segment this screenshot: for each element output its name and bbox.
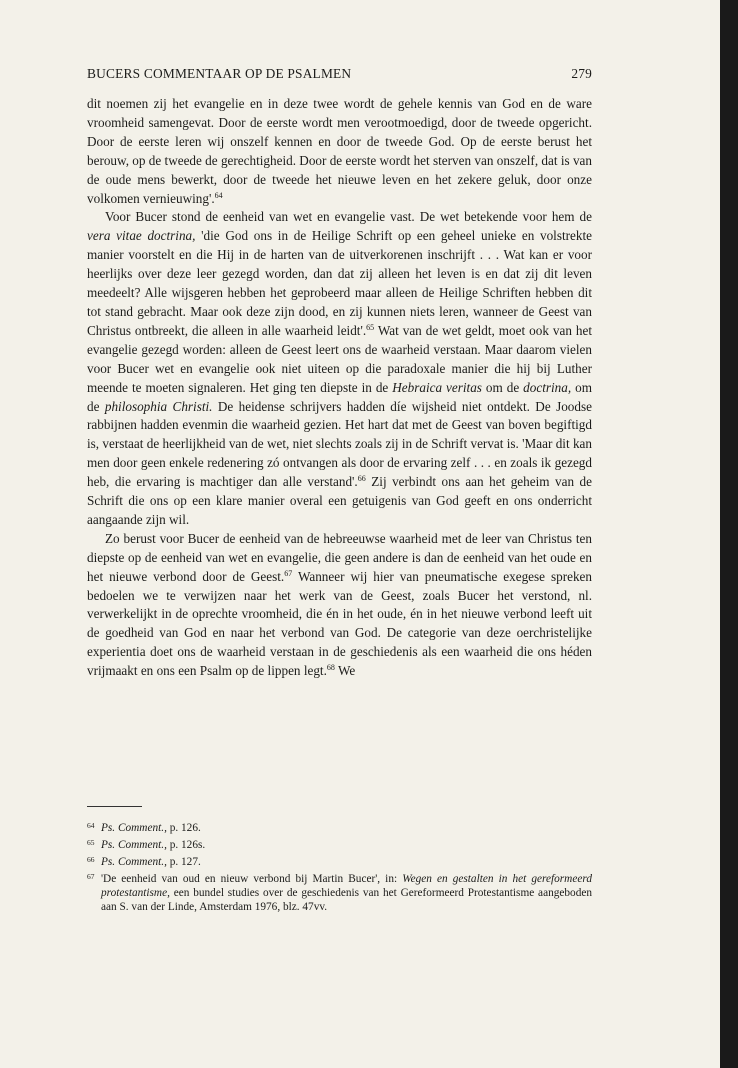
footnote-ref-64: 64 xyxy=(214,190,223,200)
footnote-65 xyxy=(87,836,592,853)
footnote-number: 67 xyxy=(87,871,95,881)
footnote-text: p. 127. xyxy=(166,855,201,868)
text-run: We xyxy=(334,663,356,679)
footnote-text: p. 126. xyxy=(166,822,201,834)
footnote-source: Ps. Comment., xyxy=(101,855,167,868)
page-number: 279 xyxy=(571,66,592,81)
footnote-text: 'De eenheid van oud en nieuw verbond bij Martin Bucer', in: xyxy=(101,872,403,885)
text-run: Zij verbindt ons aan het geheim van de Schrift die ons op een klare manier overal een getuigenis van God geeft en ons onderricht aangaande zijn wil. xyxy=(87,474,592,527)
text-run: om de xyxy=(87,379,592,414)
text-run: Voor Bucer stond de eenheid van wet en evangelie vast. De wet betekende voor hem de xyxy=(105,209,592,225)
footnote-ref-68: 68 xyxy=(326,663,335,673)
text-run: dit noemen zij het evangelie en in deze twee wordt de gehele kennis van God en de ware vroomheid samengevat. Door de eerste wordt men verootmoedigd, door de tweede opgericht. Door de eerste leren wij onszelf kennen en door de tweede God. Op de eerste berust het berouw, op de tweede de gerechtigheid. Door de eerste wordt het sterven van onszelf, dat is van de oude mens bewerkt, door de tweede het nieuwe leven en het zekere geluk, door onze volkomen vernieuwing'. xyxy=(87,96,592,206)
italic-term: Hebraica veritas xyxy=(392,379,482,395)
footnote-text: p. 126s. xyxy=(166,838,206,851)
italic-term: vera vitae doctrina, xyxy=(87,228,196,244)
footnote-67 xyxy=(87,870,592,915)
page-edge-shadow xyxy=(720,0,738,1068)
footnote-source: Ps. Comment., xyxy=(101,838,167,851)
footnote-book-title: Wegen en gestalten in het gereformeerd protestantisme, xyxy=(101,872,592,899)
text-run: Wanneer wij hier van pneumatische exegese spreken bedoelen we te verwijzen naar het werk van de Geest, zoals Bucer het verstond, nl. verwerkelijkt in de oprechte vroomheid, die én in het oude, én in het nieuwe verbond leeft uit de goedheid van God en naar het verbond van God. De categorie van deze oerchristelijke experientia doet ons de waarheid verstaan in de geschiedenis als een waarheid die ons héden vrijmaakt en ons een Psalm op de lippen legt. xyxy=(87,568,592,679)
footnotes xyxy=(87,819,592,914)
footnote-ref-65: 65 xyxy=(366,322,375,332)
paragraph-2 xyxy=(87,208,592,529)
paragraph-3 xyxy=(87,530,592,681)
footnote-number: 66 xyxy=(87,854,95,864)
footnote-number: 65 xyxy=(87,837,95,847)
text-run: om de xyxy=(481,379,524,395)
italic-term: doctrina, xyxy=(523,379,572,395)
footnote-ref-66: 66 xyxy=(357,474,366,484)
paragraph-1 xyxy=(87,95,592,208)
text-run: De heidense schrijvers hadden díe wijsheid niet ontdekt. De Joodse rabbijnen hadden evenmin die waarheid gezien. Het hart dat met de Geest van boven begiftigd is, verstaat de heerlijkheid van de wet, niet slechts zoals zij in de Schrift vervat is. 'Maar dit kan men door geen enkele redenering zó ontvangen als door de ervaring zelf . . . en zoals ik gezegd heb, die ervaring is machtiger dan alle verstand'. xyxy=(87,398,592,490)
text-run: Wat van de wet geldt, moet ook van het evangelie gezegd worden: alleen de Geest leert ons de waarheid verstaan. Maar daarom vielen voor Bucer wet en evangelie ook niet uiteen op die paradoxale manier die hij bij Luther meende te moeten signaleren. Het ging ten diepste in de xyxy=(87,322,592,395)
text-run: 'die God ons in de Heilige Schrift op een geheel unieke en volstrekte manier voorstelt en die Hij in de harten van de uitverkorenen inschrijft . . . Wat kan er voor heerlijks over deze leer gezegd worden, dan dat zij alleen het leven is en dat zij dit leven meedeelt? Alle wijsgeren hebben het geprobeerd maar alleen de Heilige Schriften hebben dit tot stand gebracht. Maar ook deze zijn dood, en zij kunnen niets leren, wanneer de Geest van Christus ontbreekt, die alleen in alle waarheid leidt'. xyxy=(87,228,592,338)
footnote-66 xyxy=(87,853,592,870)
running-header xyxy=(87,66,592,82)
footnote-source: Ps. Comment., xyxy=(101,822,167,834)
body-text xyxy=(87,95,592,681)
footnote-ref-67: 67 xyxy=(284,568,293,578)
footnote-text: een bundel studies over de geschiedenis van het Gereformeerd Protestantisme aangeboden aan S. van der Linde, Amsterdam 1976, blz. 47vv. xyxy=(101,886,592,913)
footnote-64 xyxy=(87,819,592,836)
italic-term: philosophia Christi. xyxy=(104,398,213,414)
footnote-number: 64 xyxy=(87,821,95,830)
footnote-separator xyxy=(87,806,142,807)
text-run: Zo berust voor Bucer de eenheid van de hebreeuwse waarheid met de leer van Christus ten diepste op de eenheid van wet en evangelie, die geen andere is dan de eenheid van het oude en het nieuwe verbond door de Geest. xyxy=(87,530,592,584)
running-title: BUCERS COMMENTAAR OP DE PSALMEN xyxy=(87,66,352,81)
